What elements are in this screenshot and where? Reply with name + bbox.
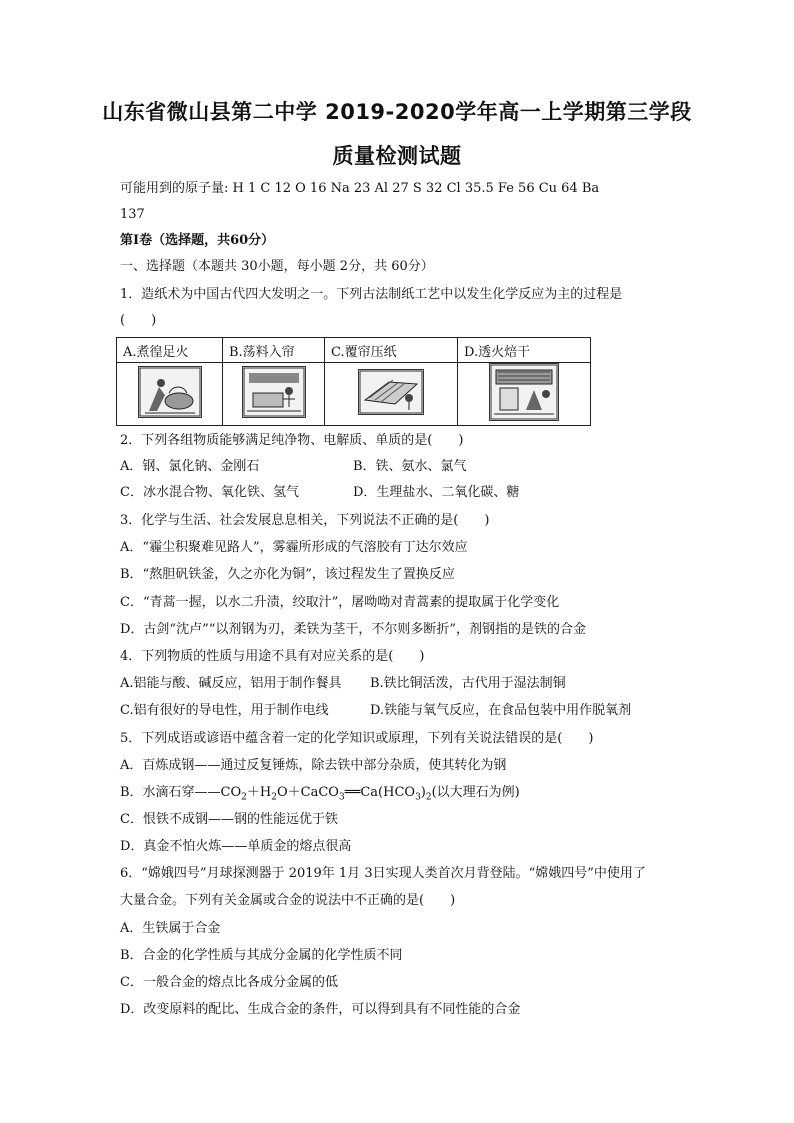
q5-option-c: C．恨铁不成钢——钢的性能远优于铁 (120, 812, 338, 827)
q6-option-d: D．改变原料的配比、生成合金的条件，可以得到具有不同性能的合金 (120, 1002, 521, 1017)
q5-option-a: A．百炼成钢——通过反复锤炼，除去铁中部分杂质，使其转化为钢 (120, 758, 507, 773)
q6-option-c: C．一般合金的熔点比各成分金属的低 (120, 975, 338, 990)
q1-options-table (116, 337, 591, 426)
q1-option-d-label: D.透火焙干 (458, 338, 591, 363)
q1-option-c-image-cell (325, 363, 458, 426)
q1-option-b-image-cell (223, 363, 325, 426)
q4-option-c: C.铝有很好的导电性，用于制作电线 (120, 703, 329, 718)
q5-option-b: B．水滴石穿$——CO_2+H_2O+CaCO_3══Ca(HCO_3)_2$(以大理石为例) (120, 785, 520, 803)
q5-stem: 5．下列成语或谚语中蕴含着一定的化学知识或原理，下列有关说法错误的是( ) (120, 731, 594, 746)
q1-option-c-label: C.覆帘压纸 (325, 338, 458, 363)
paper-pressing-illustration (358, 369, 424, 415)
section-title: 第Ⅰ卷（选择题，共60分） (120, 233, 275, 248)
q4-options-row-1 (120, 675, 680, 693)
q4-option-d: D.铁能与氧气反应，在食品包装中用作脱氧剂 (370, 703, 632, 718)
q1-option-a-image-cell (117, 363, 223, 426)
q2-options-row-2 (120, 484, 680, 502)
q4-stem: 4．下列物质的性质与用途不具有对应关系的是( ) (120, 649, 425, 664)
q6-stem-line-2: 大量合金。下列有关金属或合金的说法中不正确的是( ) (120, 893, 456, 908)
fire-drying-illustration (489, 363, 559, 421)
boiling-pulp-illustration (138, 366, 202, 418)
q3-option-d: D．古剑“沈卢”“以剂钢为刃，柔铁为茎干，不尔则多断折”，剂钢指的是铁的合金 (120, 622, 587, 637)
q2-option-c: C．冰水混合物、氧化铁、氢气 (120, 485, 299, 500)
q1-option-d-image-cell (458, 363, 591, 426)
q1-stem: 1．造纸术为中国古代四大发明之一。下列古法制纸工艺中以发生化学反应为主的过程是 (120, 287, 623, 302)
q4-option-a: A.铝能与酸、碱反应，铝用于制作餐具 (120, 676, 342, 691)
q4-options-row-2 (120, 702, 680, 720)
q1-option-a-label: A.煮徨足火 (117, 338, 223, 363)
atomic-masses-continued: 137 (120, 207, 145, 222)
title-line-2: 质量检测试题 (332, 144, 462, 168)
q3-stem: 3．化学与生活、社会发展息息相关，下列说法不正确的是( ) (120, 513, 490, 528)
q2-options-row-1 (120, 458, 680, 476)
q2-option-b: B．铁、氨水、氯气 (353, 459, 467, 474)
title-line-1: 山东省微山县第二中学 2019-2020学年高一上学期第三学段 (102, 100, 692, 124)
part-title: 一、选择题（本题共 30小题，每小题 2分，共 60分） (120, 259, 434, 274)
q2-stem: 2．下列各组物质能够满足纯净物、电解质、单质的是( ) (120, 433, 464, 448)
q6-option-b: B．合金的化学性质与其成分金属的化学性质不同 (120, 948, 403, 963)
q6-option-a: A．生铁属于合金 (120, 921, 221, 936)
pulp-dipping-illustration (242, 366, 306, 418)
q3-option-c: C．“青蒿一握，以水二升渍，绞取汁”，屠呦呦对青蒿素的提取属于化学变化 (120, 595, 560, 610)
q2-option-a: A．钢、氯化钠、金刚石 (120, 459, 260, 474)
q3-option-a: A．“霾尘积聚难见路人”，雾霾所形成的气溶胶有丁达尔效应 (120, 540, 468, 555)
q5-option-d: D．真金不怕火炼——单质金的熔点很高 (120, 839, 352, 854)
q1-paren: ( ) (120, 313, 157, 328)
q1-option-b-label: B.荡料入帘 (223, 338, 325, 363)
q4-option-b: B.铁比铜活泼，古代用于湿法制铜 (370, 676, 566, 691)
q6-stem-line-1: 6．“嫦娥四号”月球探测器于 2019年 1月 3日实现人类首次月背登陆。“嫦娥四号”中使用了 (120, 866, 646, 881)
atomic-masses: 可能用到的原子量: H 1 C 12 O 16 Na 23 Al 27 S 32 Cl 35.5 Fe 56 Cu 64 Ba (120, 181, 600, 196)
q2-option-d: D．生理盐水、二氧化碳、糖 (353, 485, 520, 500)
q3-option-b: B．“熬胆矾铁釜，久之亦化为铜”，该过程发生了置换反应 (120, 567, 455, 582)
